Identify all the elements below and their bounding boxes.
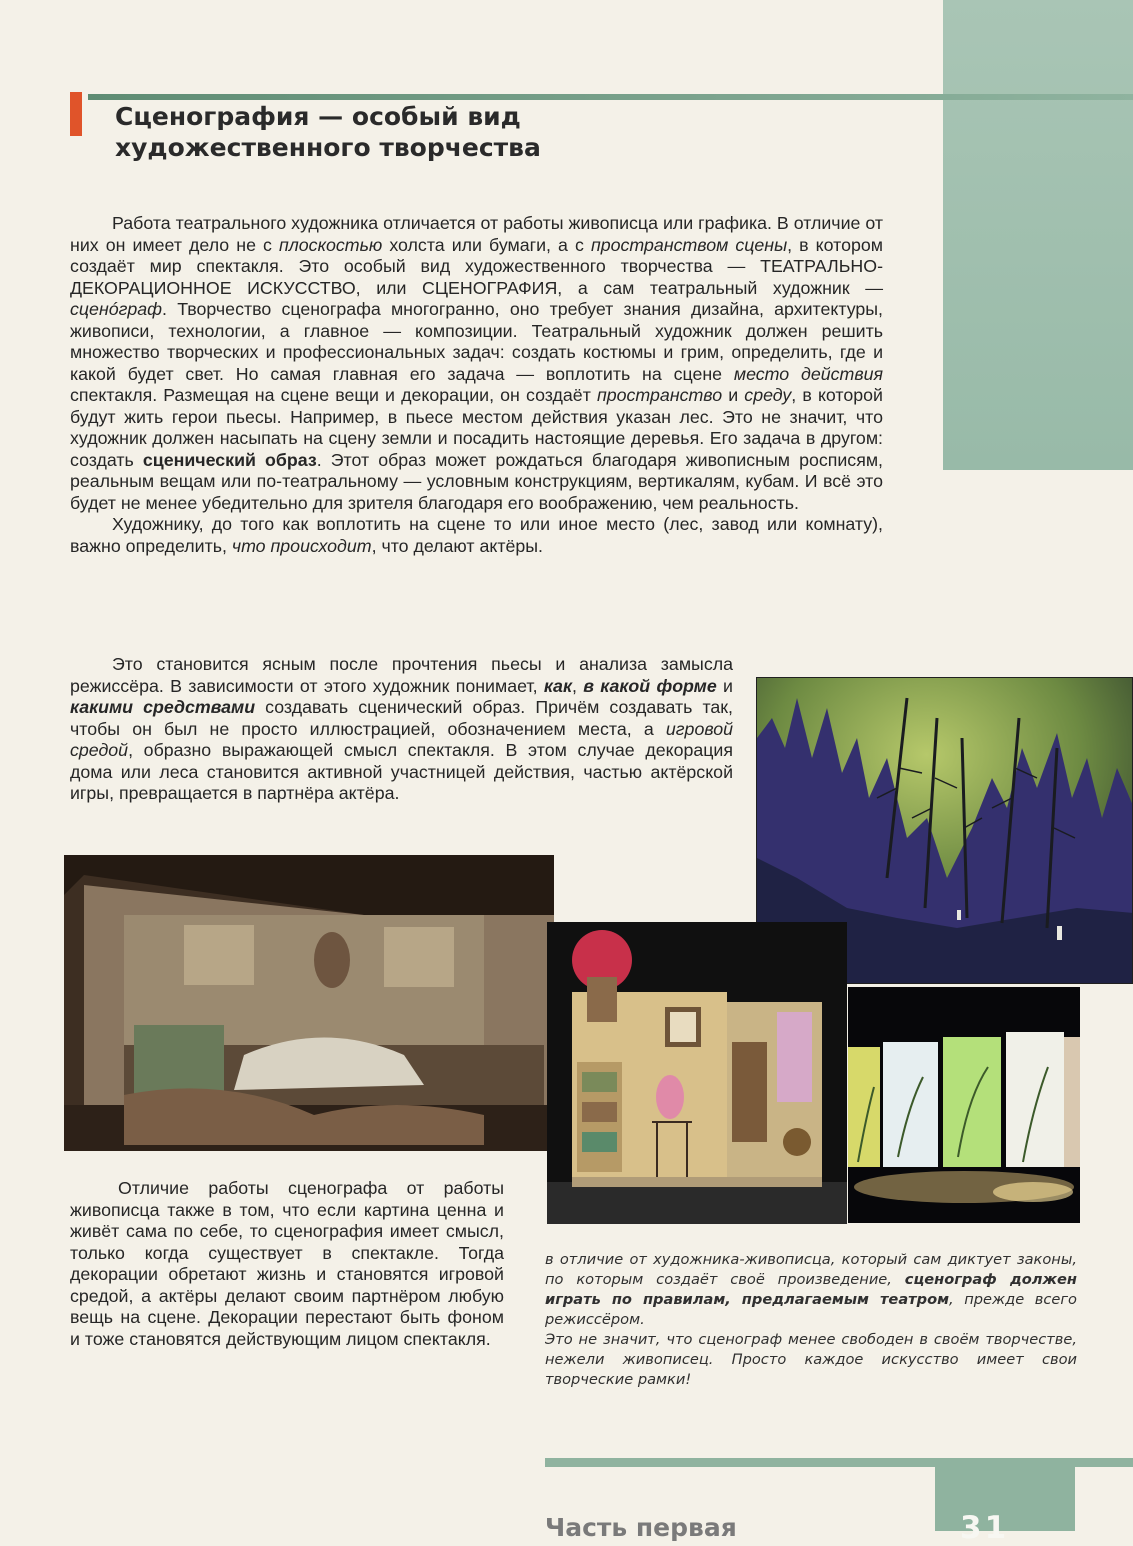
page-number: 31 xyxy=(960,1510,1010,1546)
bold-term: сценический образ xyxy=(142,449,317,470)
caption xyxy=(545,1250,1077,1390)
bold-emphasis: сценограф должен играть по правилам, предлагаемым театром xyxy=(545,1271,1077,1308)
text-run: , образно выражающей смысл спектакля. В этом случае декорация дома или леса становится активной участницей действия, частью актёрской игры, превращается в партнёра актёра. xyxy=(70,740,733,803)
text-run: Работа театрального художника отличается от работы живописца или графика. В отличие от них он имеет дело не с xyxy=(70,213,883,255)
emphasis: сценóграф xyxy=(70,299,163,319)
text-run: и xyxy=(716,675,733,696)
paragraph-4: Отличие работы сценографа от работы живописца также в том, что если картина ценна и живёт сама по себе, то сценография имеет смысл, только когда существует в спектакле. Тогда декорации обретают жизнь и становятся игровой средой, а актёры делают своим партнёром любую вещь на сцене. Декорации перестают быть фоном и тоже становятся действующим лицом спектакля. xyxy=(70,1178,504,1349)
lanterns-photo xyxy=(848,987,1080,1223)
text-run: , прежде всего режиссёром. xyxy=(545,1291,1077,1328)
page-title xyxy=(115,101,541,163)
lanterns-illustration xyxy=(848,987,1080,1223)
text-run: , что делают актёры. xyxy=(371,535,543,556)
caption-paragraph-2: Это не значит, что сценограф менее свободен в своём творчестве, нежели живописец. Просто каждое искусство имеет свои творческие рамки! xyxy=(545,1331,1077,1388)
emphasis: игровой средой xyxy=(70,718,733,760)
bold-emphasis: как xyxy=(543,675,572,696)
text-run: . Творчество сценографа многогранно, оно требует знания дизайна, архитектуры, живописи, технологии, а главное — композиции. Театральный художник должен решить множество творческих и профессиональных задач: создать костюмы и грим, определить, где и какой будет свет. Но самая главная его задача — воплотить на сцене xyxy=(70,299,883,384)
footer-bar xyxy=(545,1458,1133,1467)
bold-emphasis: какими средствами xyxy=(70,697,256,717)
emphasis: место действия xyxy=(733,363,883,384)
text-run: Это становится ясным после прочтения пьесы и анализа замысла режиссёра. В зависимости от этого художник понимает, xyxy=(70,654,733,696)
text-run: . Этот образ может рождаться благодаря живописным росписям, реальным вещам или по-театральному — условным конструкциям, вертикалям, кубам. И всё это будет не менее убедительно для зрителя благодаря его воображению, чем реальность. xyxy=(70,449,883,513)
text-run: и xyxy=(722,385,745,405)
emphasis: что происходит xyxy=(231,535,372,556)
paragraph-1 xyxy=(70,213,883,514)
text-run: Художнику, до того как воплотить на сцене то или иное место (лес, завод или комнату), важно определить, xyxy=(70,514,883,556)
side-text xyxy=(70,654,733,805)
bold-emphasis: в какой форме xyxy=(583,675,717,696)
text-run: спектакля. Размещая на сцене вещи и декорации, он создаёт xyxy=(70,385,597,405)
stage-model-photo xyxy=(547,922,847,1224)
emphasis: среду xyxy=(744,385,792,405)
emphasis: пространством сцены xyxy=(590,234,788,255)
title-marker xyxy=(70,92,82,136)
text-run: , xyxy=(571,675,584,696)
title-line-1: Сценография — особый вид xyxy=(115,102,521,131)
caption-paragraph-1 xyxy=(545,1250,1077,1330)
emphasis: пространство xyxy=(596,385,723,405)
decorative-green-strip xyxy=(943,0,1133,470)
lower-text xyxy=(70,1178,504,1350)
interior-scenery-illustration xyxy=(64,855,554,1151)
paragraph-2 xyxy=(70,514,883,557)
text-run: в отличие от художника-живописца, который сам диктует законы, по которым создаёт своё произведение, xyxy=(545,1251,1077,1288)
title-rule xyxy=(88,94,1133,100)
paragraph-3 xyxy=(70,654,733,805)
text-run: холста или бумаги, а с xyxy=(382,234,591,255)
text-run: , в котором создаёт мир спектакля. Это особый вид художественного творчества — ТЕАТРАЛЬНО-ДЕКОРАЦИОННОЕ ИСКУССТВО, или СЦЕНОГРАФИЯ, а сам театральный художник — xyxy=(70,234,883,298)
interior-scenery-photo xyxy=(64,855,554,1151)
stage-model-illustration xyxy=(547,922,847,1224)
title-line-2: художественного творчества xyxy=(115,133,541,162)
text-run: , в которой будут жить герои пьесы. Например, в пьесе местом действия указан лес. Это не значит, что художник должен насыпать на сцену земли и посадить настоящие деревья. Его задача в другом: создать xyxy=(70,385,883,470)
emphasis: плоскостью xyxy=(278,234,383,255)
text-run: создавать сценический образ. Причём создавать так, чтобы он был не просто иллюстрацией, обозначением места, а xyxy=(70,697,733,739)
main-text xyxy=(70,213,883,557)
section-label: Часть первая xyxy=(545,1513,737,1542)
